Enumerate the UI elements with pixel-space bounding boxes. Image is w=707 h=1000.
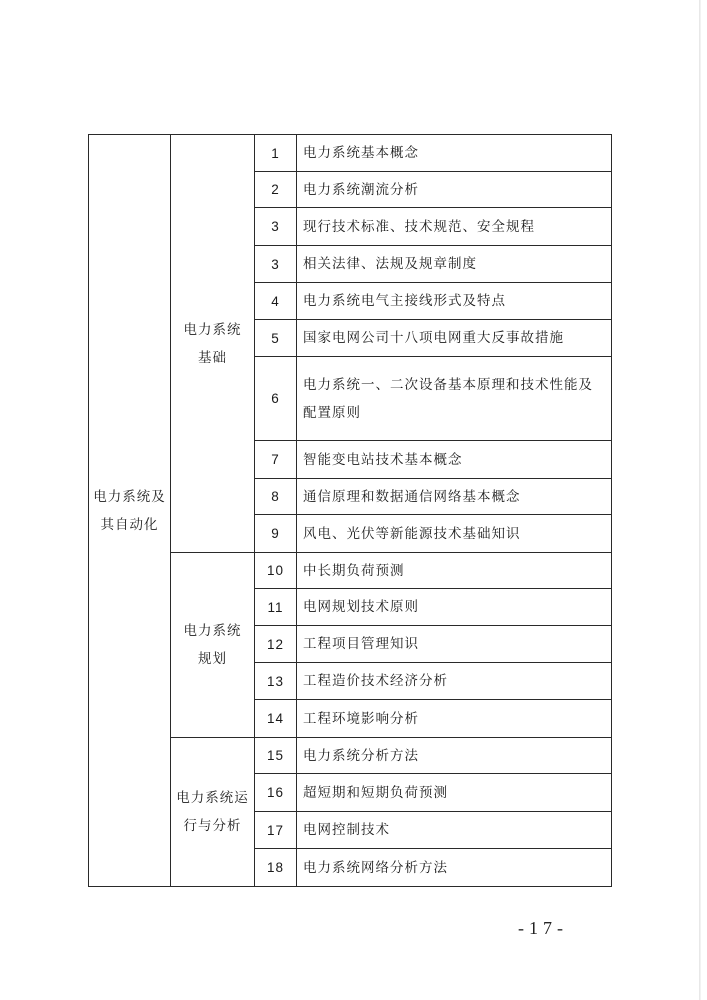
row-number: 8 [255,479,297,515]
row-number: 1 [255,135,297,172]
row-item: 中长期负荷预测 [297,553,612,589]
table-row [89,135,612,172]
subcategory-label-line-2: 规划 [198,651,227,667]
row-item: 工程造价技术经济分析 [297,663,612,700]
subcategory-cell-operation [171,738,255,887]
row-number: 10 [255,553,297,589]
category-label-line-1: 电力系统及 [93,488,166,505]
row-number: 18 [255,849,297,887]
row-number: 16 [255,774,297,812]
row-number: 17 [255,812,297,849]
row-item: 风电、光伏等新能源技术基础知识 [297,515,612,553]
row-item: 电力系统一、二次设备基本原理和技术性能及配置原则 [297,357,612,441]
row-number: 4 [255,283,297,320]
row-item: 电力系统电气主接线形式及特点 [297,283,612,320]
subcategory-label-line-1: 电力系统 [183,623,242,639]
row-item: 电力系统基本概念 [297,135,612,172]
row-number: 14 [255,700,297,738]
category-cell [89,135,171,887]
row-item: 相关法律、法规及规章制度 [297,246,612,283]
subcategory-cell-basics [171,135,255,553]
row-item: 工程环境影响分析 [297,700,612,738]
row-number: 3 [255,208,297,246]
row-number: 6 [255,357,297,441]
row-number: 12 [255,626,297,663]
row-item: 工程项目管理知识 [297,626,612,663]
row-number: 3 [255,246,297,283]
category-label-line-2: 其自动化 [100,516,159,533]
row-item: 电网控制技术 [297,812,612,849]
subcategory-label-line-2: 行与分析 [183,818,242,834]
row-number: 15 [255,738,297,774]
row-item: 电网规划技术原则 [297,589,612,626]
row-number: 13 [255,663,297,700]
row-item: 电力系统潮流分析 [297,172,612,208]
subcategory-label-line-1: 电力系统运 [176,790,249,806]
row-item: 电力系统网络分析方法 [297,849,612,887]
row-item: 智能变电站技术基本概念 [297,441,612,479]
row-item: 国家电网公司十八项电网重大反事故措施 [297,320,612,357]
page-edge-shadow [699,0,701,1000]
syllabus-table [88,134,612,887]
row-number: 11 [255,589,297,626]
subcategory-label-line-1: 电力系统 [183,321,242,338]
row-number: 9 [255,515,297,553]
row-item: 电力系统分析方法 [297,738,612,774]
row-item: 通信原理和数据通信网络基本概念 [297,479,612,515]
row-number: 7 [255,441,297,479]
subcategory-label-line-2: 基础 [198,349,227,366]
subcategory-cell-planning [171,553,255,738]
page-number: -17- [518,918,568,938]
row-number: 5 [255,320,297,357]
row-item: 超短期和短期负荷预测 [297,774,612,812]
row-number: 2 [255,172,297,208]
row-item: 现行技术标准、技术规范、安全规程 [297,208,612,246]
